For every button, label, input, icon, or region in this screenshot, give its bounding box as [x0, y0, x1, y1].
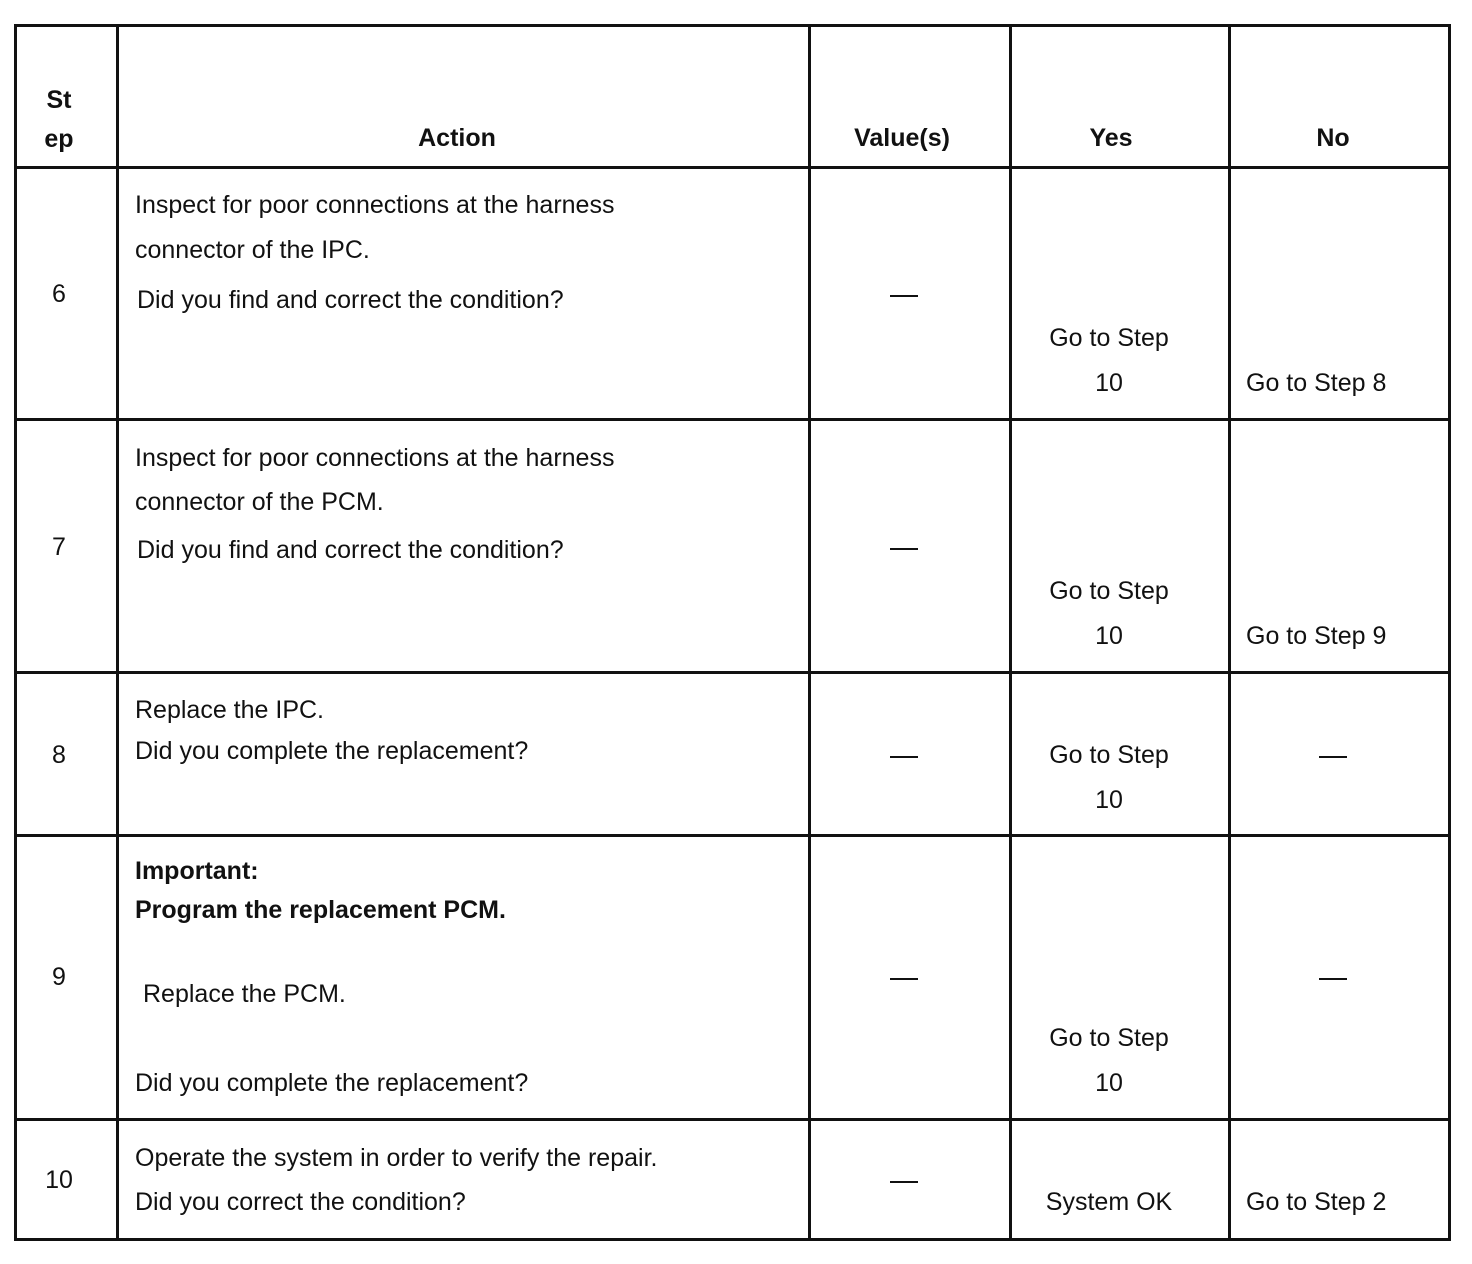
column-border	[808, 24, 811, 1241]
value-dash	[890, 978, 918, 980]
yes-result-step: 10	[1095, 786, 1123, 814]
row-border	[14, 166, 1451, 169]
row-border	[14, 1118, 1451, 1121]
step-number: 7	[52, 533, 66, 561]
row-border	[14, 671, 1451, 674]
yes-result: Go to Step	[1049, 324, 1169, 352]
action-question: Did you find and correct the condition?	[137, 536, 564, 564]
yes-result: Go to Step	[1049, 741, 1169, 769]
yes-result-step: 10	[1095, 369, 1123, 397]
step-number: 6	[52, 280, 66, 308]
step-number: 8	[52, 741, 66, 769]
step-number: 10	[45, 1166, 73, 1194]
action-text: Replace the PCM.	[143, 980, 346, 1008]
action-text: Inspect for poor connections at the harness	[135, 191, 615, 219]
header-step-line1: St	[46, 86, 72, 114]
action-text: Replace the IPC.	[135, 696, 324, 724]
no-result: Go to Step 9	[1246, 622, 1387, 650]
important-label: Important:	[135, 857, 259, 885]
important-text: Program the replacement PCM.	[135, 896, 506, 924]
header-yes: Yes	[1089, 124, 1133, 152]
value-dash	[890, 756, 918, 758]
step-number: 9	[52, 963, 66, 991]
action-text: Operate the system in order to verify the repair.	[135, 1144, 658, 1172]
action-question: Did you complete the replacement?	[135, 1069, 529, 1097]
column-border	[1448, 24, 1451, 1241]
no-dash	[1319, 978, 1347, 980]
column-border	[1009, 24, 1012, 1241]
value-dash	[890, 548, 918, 550]
action-question: Did you correct the condition?	[135, 1188, 466, 1216]
action-text: Inspect for poor connections at the harness	[135, 444, 615, 472]
action-question: Did you complete the replacement?	[135, 737, 529, 765]
column-border	[14, 24, 17, 1241]
row-border	[14, 418, 1451, 421]
yes-result: Go to Step	[1049, 577, 1169, 605]
action-question: Did you find and correct the condition?	[137, 286, 564, 314]
row-border	[14, 24, 1451, 27]
header-action: Action	[418, 124, 496, 152]
no-result: Go to Step 8	[1246, 369, 1387, 397]
row-border	[14, 1238, 1451, 1241]
yes-result: Go to Step	[1049, 1024, 1169, 1052]
header-step-line2: ep	[44, 125, 74, 153]
yes-result: System OK	[1045, 1188, 1173, 1216]
header-values: Value(s)	[854, 124, 950, 152]
yes-result-step: 10	[1095, 622, 1123, 650]
action-text: connector of the PCM.	[135, 488, 384, 516]
value-dash	[890, 1181, 918, 1183]
column-border	[116, 24, 119, 1241]
column-border	[1228, 24, 1231, 1241]
header-no: No	[1316, 124, 1350, 152]
action-text: connector of the IPC.	[135, 236, 370, 264]
row-border	[14, 834, 1451, 837]
no-result: Go to Step 2	[1246, 1188, 1387, 1216]
no-dash	[1319, 756, 1347, 758]
value-dash	[890, 295, 918, 297]
yes-result-step: 10	[1095, 1069, 1123, 1097]
